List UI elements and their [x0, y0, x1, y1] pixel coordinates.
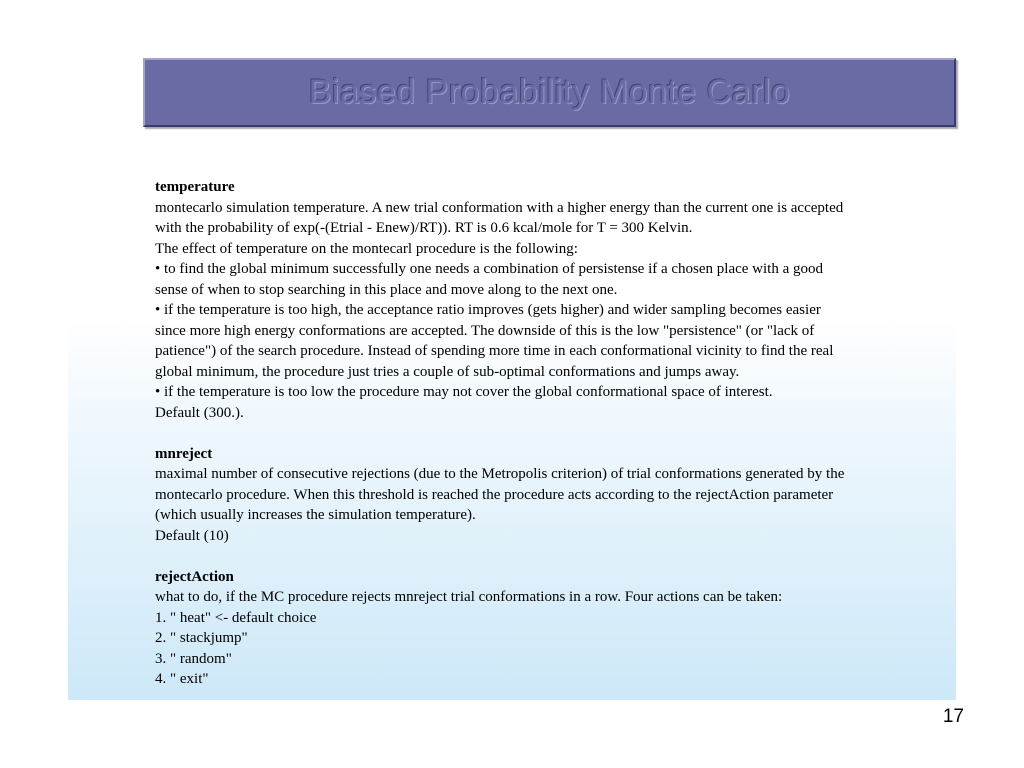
body-line: montecarlo procedure. When this threshold is reached the procedure acts according to the rejectAction parameter: [155, 486, 834, 503]
section-spacer: [155, 546, 955, 567]
list-item: 1. " heat" <- default choice: [155, 609, 317, 626]
section-heading: temperature: [155, 179, 235, 195]
body-line: (which usually increases the simulation temperature).: [155, 507, 476, 523]
default-value-line: Default (10): [155, 527, 229, 544]
body-line: sense of when to stop searching in this place and move along to the next one.: [155, 281, 618, 298]
default-value-line: Default (300.).: [155, 404, 244, 421]
body-line: since more high energy conformations are accepted. The downside of this is the low "persistence" (or "lack of: [155, 322, 815, 339]
section-reject-action: [155, 567, 955, 690]
slide-title: Biased Probability Monte Carlo: [308, 73, 791, 111]
list-item: 4. " exit": [155, 671, 209, 687]
title-banner: [143, 58, 956, 127]
slide-body: [155, 177, 955, 690]
body-line: patience") of the search procedure. Instead of spending more time in each conformational vicinity to find the real: [155, 343, 834, 359]
bullet-line: • if the temperature is too high, the acceptance ratio improves (gets higher) and wider sampling becomes easier: [155, 302, 821, 318]
page-number: 17: [942, 706, 964, 727]
body-line: global minimum, the procedure just tries a couple of sub-optimal conformations and jumps away.: [155, 363, 740, 380]
section-heading: rejectAction: [155, 568, 234, 585]
body-line: montecarlo simulation temperature. A new trial conformation with a higher energy than the current one is accepted: [155, 199, 844, 216]
body-line: what to do, if the MC procedure rejects mnreject trial conformations in a row. Four actions can be taken:: [155, 589, 783, 605]
section-mnreject: [155, 444, 955, 547]
bullet-line: • to find the global minimum successfully one needs a combination of persistense if a chosen place with a good: [155, 261, 824, 277]
list-item: 3. " random": [155, 650, 232, 667]
section-spacer: [155, 423, 955, 444]
body-line: The effect of temperature on the montecarl procedure is the following:: [155, 240, 578, 257]
body-line: maximal number of consecutive rejections (due to the Metropolis criterion) of trial conformations generated by the: [155, 466, 845, 482]
section-heading: mnreject: [155, 445, 213, 462]
list-item: 2. " stackjump": [155, 630, 248, 646]
section-temperature: [155, 177, 955, 423]
bullet-line: • if the temperature is too low the procedure may not cover the global conformational space of interest.: [155, 384, 773, 400]
body-line: with the probability of exp(-(Etrial - Enew)/RT)). RT is 0.6 kcal/mole for T = 300 Kelvin.: [155, 220, 693, 236]
